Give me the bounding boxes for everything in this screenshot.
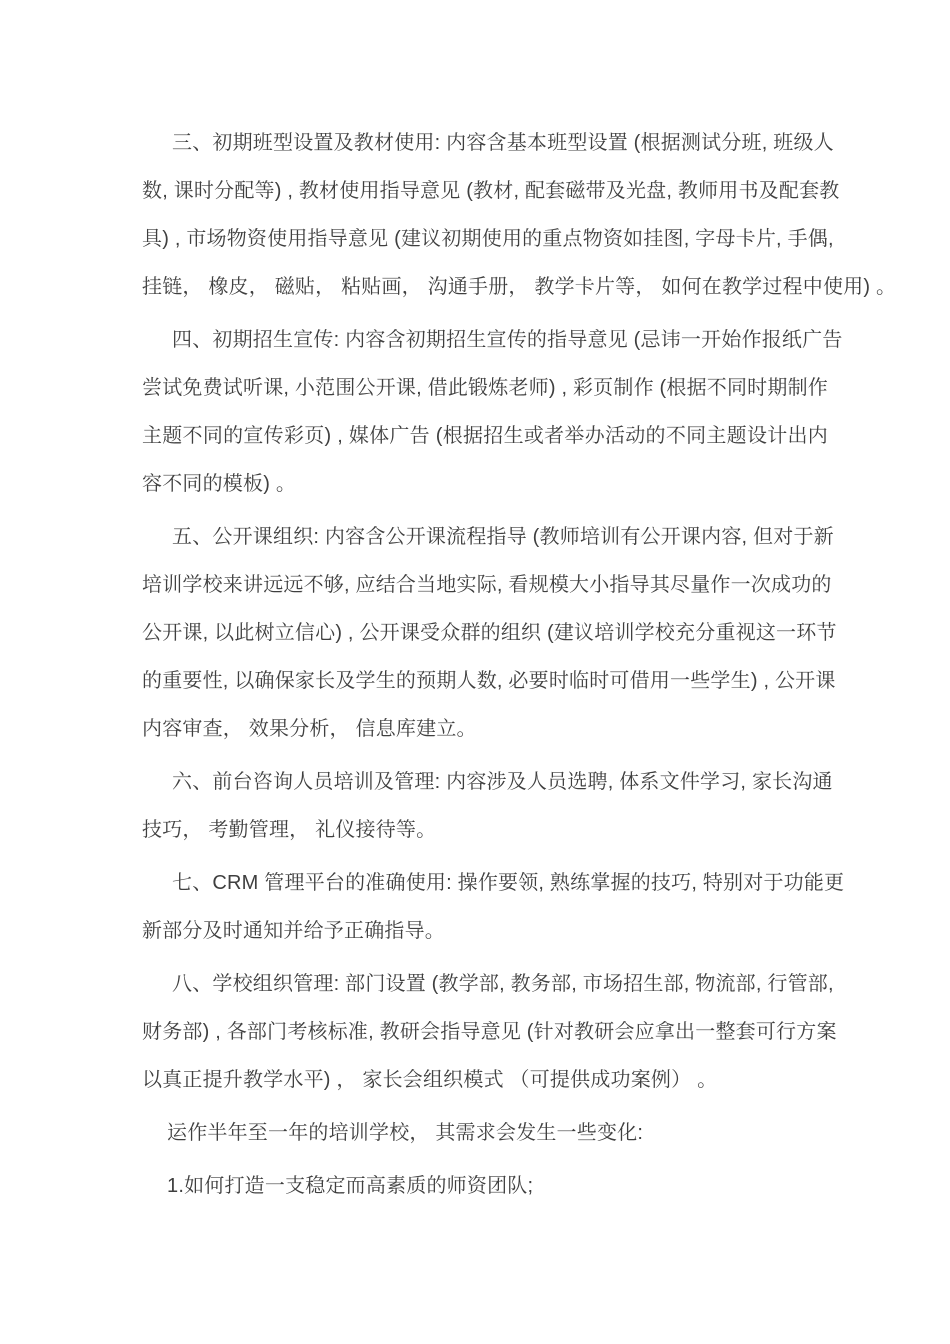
text-line: 四、初期招生宣传: 内容含初期招生宣传的指导意见 (忌讳一开始作报纸广告 [172,329,843,351]
paragraph-closing-item-1 [142,1162,828,1210]
text-line: 具) , 市场物资使用指导意见 (建议初期使用的重点物资如挂图, 字母卡片, 手偶, [142,228,834,250]
text-line: 五、公开课组织: 内容含公开课流程指导 (教师培训有公开课内容, 但对于新 [172,526,834,548]
text-line: 数, 课时分配等) , 教材使用指导意见 (教材, 配套磁带及光盘, 教师用书及配套教 [142,180,840,202]
text-line: 以真正提升教学水平) ， 家长会组织模式 （可提供成功案例） 。 [142,1069,718,1091]
text-line: 1.如何打造一支稳定而高素质的师资团队; [167,1175,534,1197]
text-line: 运作半年至一年的培训学校， 其需求会发生一些变化: [167,1122,644,1144]
text-line: 三、初期班型设置及教材使用: 内容含基本班型设置 (根据测试分班, 班级人 [172,132,834,154]
text-line: 的重要性, 以确保家长及学生的预期人数, 必要时临时可借用一些学生) , 公开课 [142,670,836,692]
text-line: 新部分及时通知并给予正确指导。 [142,920,445,942]
paragraph-section-4 [142,316,843,508]
text-line: 尝试免费试听课, 小范围公开课, 借此锻炼老师) , 彩页制作 (根据不同时期制作 [142,377,828,399]
paragraph-section-3 [142,119,897,311]
document-body [142,119,897,1215]
paragraph-section-7 [142,859,845,955]
paragraph-closing-intro [142,1109,828,1157]
text-line: 八、学校组织管理: 部门设置 (教学部, 教务部, 市场招生部, 物流部, 行管部, [172,973,834,995]
text-line: 财务部) , 各部门考核标准, 教研会指导意见 (针对教研会应拿出一整套可行方案 [142,1021,837,1043]
text-line: 六、前台咨询人员培训及管理: 内容涉及人员选聘, 体系文件学习, 家长沟通 [172,771,833,793]
text-line: 主题不同的宣传彩页) , 媒体广告 (根据招生或者举办活动的不同主题设计出内 [142,425,828,447]
text-line: 挂链， 橡皮， 磁贴， 粘贴画， 沟通手册， 教学卡片等， 如何在教学过程中使用) 。 [142,276,897,298]
paragraph-section-5 [142,513,837,753]
text-line: 技巧， 考勤管理， 礼仪接待等。 [142,819,437,841]
text-line: 七、CRM 管理平台的准确使用: 操作要领, 熟练掌握的技巧, 特别对于功能更 [172,872,845,894]
text-line: 容不同的模板) 。 [142,473,297,495]
text-line: 培训学校来讲远远不够, 应结合当地实际, 看规模大小指导其尽量作一次成功的 [142,574,832,596]
text-line: 公开课, 以此树立信心) , 公开课受众群的组织 (建议培训学校充分重视这一环节 [142,622,837,644]
paragraph-section-8 [142,960,837,1104]
text-line: 内容审查， 效果分析， 信息库建立。 [142,718,477,740]
paragraph-section-6 [142,758,833,854]
